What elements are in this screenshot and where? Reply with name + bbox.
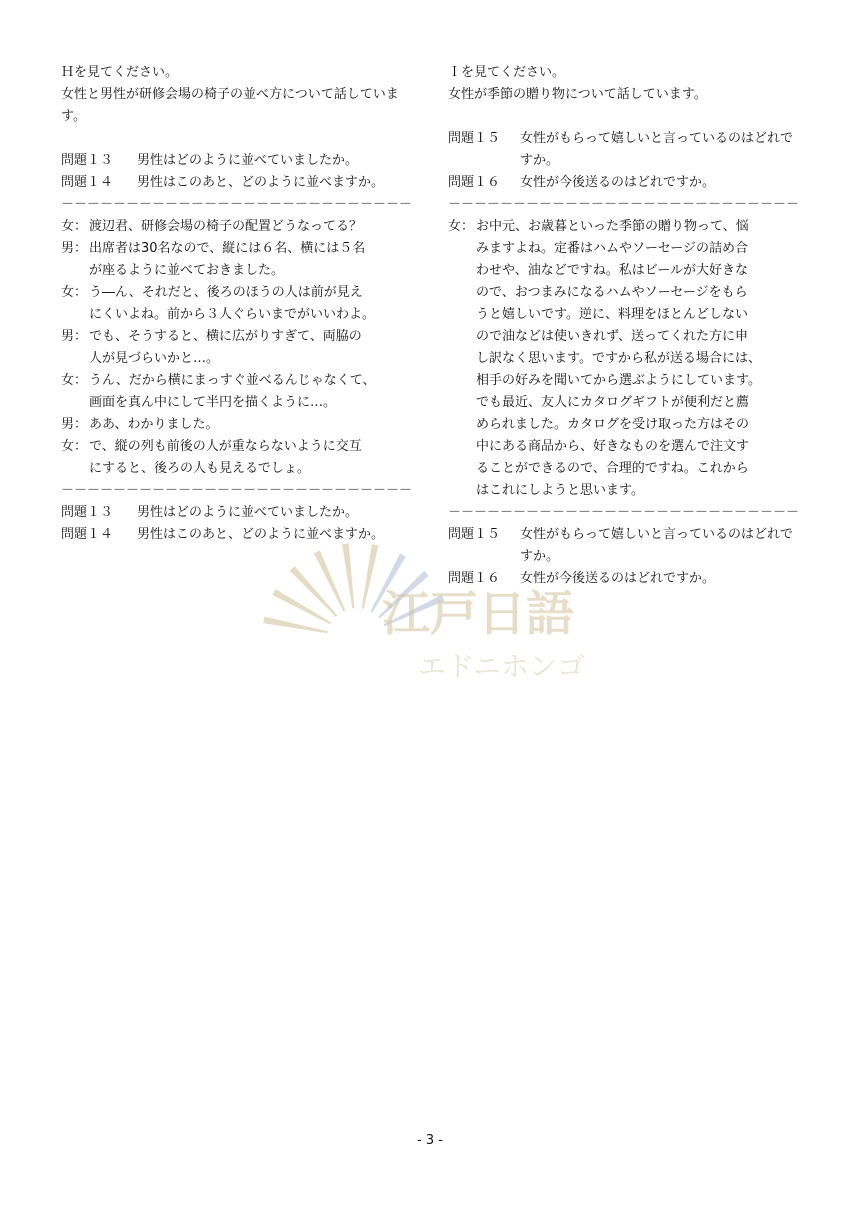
question-14 bbox=[61, 172, 431, 194]
monologue bbox=[448, 216, 818, 502]
separator: －－－－－－－－－－－－－－－－－－－－－－－－－－－ bbox=[61, 483, 413, 498]
fan-ray bbox=[362, 544, 379, 609]
question-number: 問題１５ bbox=[448, 527, 501, 542]
logo-kana: エドニホンゴ bbox=[418, 650, 585, 683]
utterance: 渡辺君、研修会場の椅子の配置どうなってる？ bbox=[89, 219, 363, 234]
speaker: 女： bbox=[61, 219, 88, 234]
utterance: う―ん、それだと、後ろのほうの人は前が見え にくいよね。前から３人ぐらいまでがいいわよ。 bbox=[89, 285, 376, 322]
dialogue-line bbox=[61, 216, 431, 238]
question-number: 問題１４ bbox=[61, 175, 114, 190]
question-15 bbox=[448, 128, 818, 172]
speaker: 女： bbox=[61, 285, 88, 300]
question-number: 問題１６ bbox=[448, 175, 501, 190]
dialogue-line bbox=[61, 436, 431, 480]
dialogue-line bbox=[61, 370, 431, 414]
left-column bbox=[61, 62, 431, 546]
question-text: 男性はこのあと、どのように並べますか。 bbox=[137, 527, 385, 542]
question-text: 男性はどのように並べていましたか。 bbox=[137, 505, 359, 520]
speaker: 女： bbox=[448, 219, 475, 234]
dialogue-line bbox=[61, 326, 431, 370]
fan-ray bbox=[272, 589, 331, 624]
separator: －－－－－－－－－－－－－－－－－－－－－－－－－－－ bbox=[448, 505, 800, 520]
page-number: - 3 - bbox=[417, 1133, 443, 1148]
question-13-repeat bbox=[61, 502, 431, 524]
fan-ray bbox=[342, 543, 354, 608]
speaker: 男： bbox=[61, 241, 88, 256]
fan-ray bbox=[314, 551, 345, 612]
question-text: 女性が今後送るのはどれですか。 bbox=[520, 175, 716, 190]
utterance: 出席者は30名なので、縦には６名、横には５名 が座るように並べておきました。 bbox=[89, 241, 366, 278]
logo-text: 江戸日語 bbox=[382, 586, 575, 642]
dialogue-line bbox=[61, 238, 431, 282]
intro-i: Ｉを見てください。 bbox=[448, 65, 566, 80]
intro-i-desc: 女性が季節の贈り物について話しています。 bbox=[448, 87, 707, 102]
intro-h: Ｈを見てください。 bbox=[61, 65, 179, 80]
question-number: 問題１３ bbox=[61, 505, 114, 520]
speaker: 男： bbox=[61, 417, 88, 432]
spacer bbox=[448, 106, 818, 128]
question-16 bbox=[448, 172, 818, 194]
question-number: 問題１４ bbox=[61, 527, 114, 542]
question-text: 男性はこのあと、どのように並べますか。 bbox=[137, 175, 385, 190]
fan-logo-icon bbox=[262, 528, 602, 698]
question-text: 女性が今後送るのはどれですか。 bbox=[520, 571, 716, 586]
question-number: 問題１３ bbox=[61, 153, 114, 168]
fan-ray bbox=[290, 566, 338, 617]
utterance: で、縦の列も前後の人が重ならないように交互 にすると、後ろの人も見えるでしょ。 bbox=[89, 439, 362, 476]
utterance: でも、そうすると、横に広がりすぎて、両脇の 人が見づらいかと…。 bbox=[89, 329, 362, 366]
right-column bbox=[448, 62, 818, 590]
question-text: 女性がもらって嬉しいと言っているのはどれですか。 bbox=[520, 527, 794, 564]
separator: －－－－－－－－－－－－－－－－－－－－－－－－－－－ bbox=[448, 197, 800, 212]
intro-h-desc: 女性と男性が研修会場の椅子の並べ方について話しています。 bbox=[61, 87, 399, 124]
speaker: 女： bbox=[61, 439, 88, 454]
utterance: うん、だから横にまっすぐ並べるんじゃなくて、 画面を真ん中にして半円を描くように…。 bbox=[89, 373, 376, 410]
spacer bbox=[61, 128, 431, 150]
speaker: 男： bbox=[61, 329, 88, 344]
utterance: ああ、わかりました。 bbox=[89, 417, 219, 432]
utterance: お中元、お歳暮といった季節の贈り物って、悩 みますよね。定番はハムやソーセージの詰め合 わせや、油などですね。私はビールが大好きな ので、おつまみになるハムやソーセージをもら うと嬉しいです。逆に、料理をほとんどしない ので油などは使いきれず、送ってくれた方に申 し訳なく思います。ですから私が送る場合には、 相手の好みを聞いてから選ぶようにしています。 でも最近、友人にカタログギフトが便利だと薦 められました。カタログを受け取った方はその 中にある商品から、好きなものを選んで注文す ることができるので、合理的ですね。これから はこれにしようと思います。 bbox=[476, 219, 761, 498]
fan-ray bbox=[263, 617, 328, 634]
speaker: 女： bbox=[61, 373, 88, 388]
question-number: 問題１５ bbox=[448, 131, 501, 146]
dialogue-line bbox=[61, 282, 431, 326]
question-13 bbox=[61, 150, 431, 172]
dialogue-line bbox=[61, 414, 431, 436]
watermark-logo bbox=[262, 528, 602, 698]
question-number: 問題１６ bbox=[448, 571, 501, 586]
separator: －－－－－－－－－－－－－－－－－－－－－－－－－－－ bbox=[61, 197, 413, 212]
question-text: 女性がもらって嬉しいと言っているのはどれですか。 bbox=[520, 131, 794, 168]
question-text: 男性はどのように並べていましたか。 bbox=[137, 153, 359, 168]
